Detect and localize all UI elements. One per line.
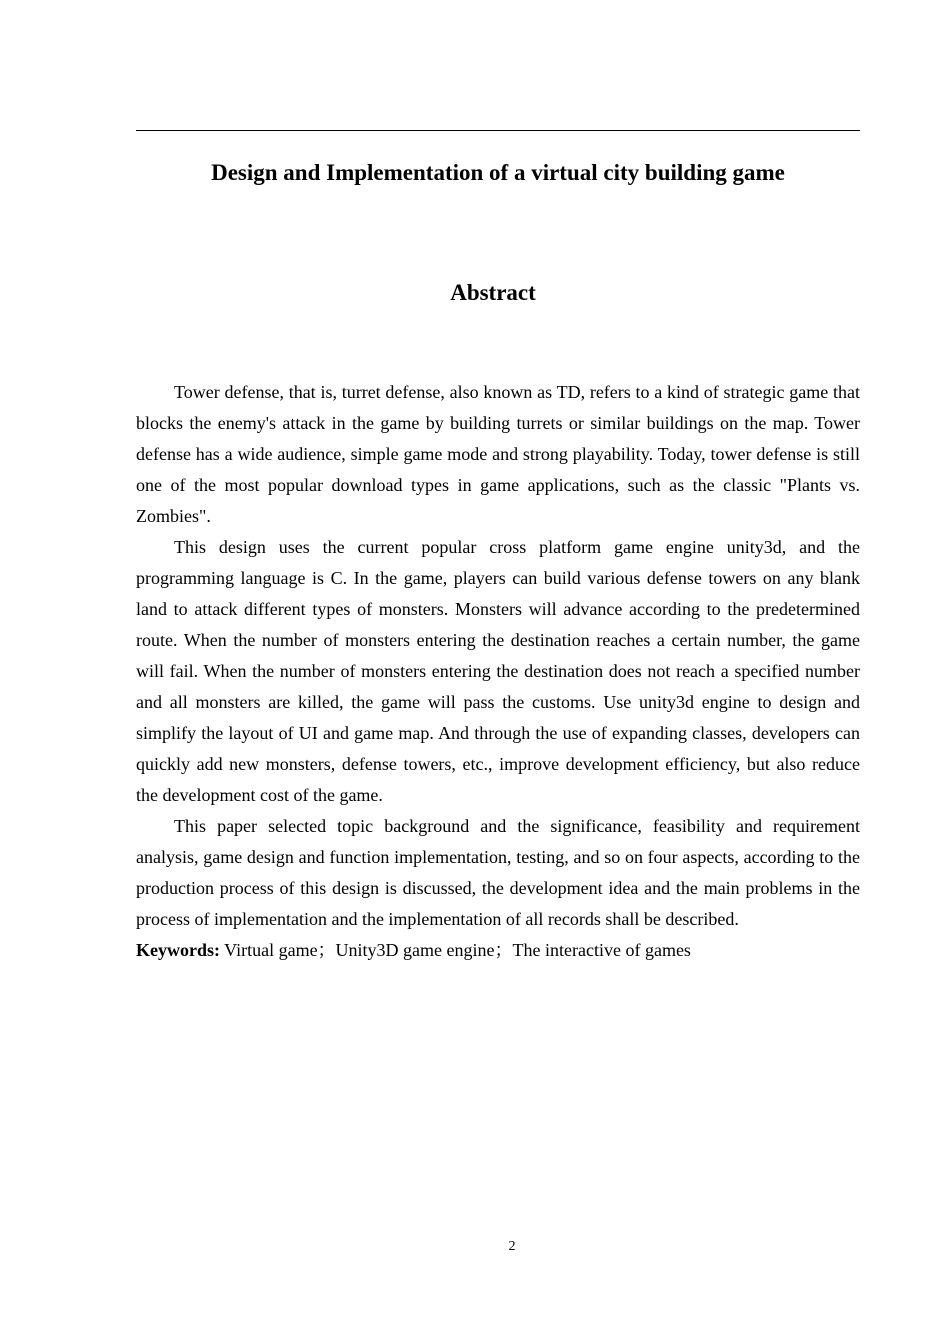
- abstract-paragraph-2: This design uses the current popular cross platform game engine unity3d, and the programming language is C. In the game, players can build various defense towers on any blank land to attack different types of monsters. Monsters will advance according to the predetermined route. When the number of monsters entering the destination reaches a certain number, the game will fail. When the number of monsters entering the destination does not reach a specified number and all monsters are killed, the game will pass the customs. Use unity3d engine to design and simplify the layout of UI and game map. And through the use of expanding classes, developers can quickly add new monsters, defense towers, etc., improve development efficiency, but also reduce the development cost of the game.: [136, 537, 860, 805]
- paper-title: Design and Implementation of a virtual city building game: [211, 160, 785, 185]
- abstract-body: [136, 377, 860, 966]
- abstract-paragraph-3: This paper selected topic background and the significance, feasibility and requirement analysis, game design and function implementation, testing, and so on four aspects, according to the production process of this design is discussed, the development idea and the main problems in the process of implementation and the implementation of all records shall be described.: [136, 816, 860, 929]
- keywords-label: Keywords:: [136, 940, 220, 960]
- keywords-text: Virtual game；Unity3D game engine；The interactive of games: [220, 940, 691, 960]
- header-rule: [136, 130, 860, 131]
- abstract-paragraph-1: Tower defense, that is, turret defense, also known as TD, refers to a kind of strategic game that blocks the enemy's attack in the game by building turrets or similar buildings on the map. Tower defense has a wide audience, simple game mode and strong playability. Today, tower defense is still one of the most popular download types in game applications, such as the classic "Plants vs. Zombies".: [136, 382, 860, 526]
- keywords-line: [136, 935, 860, 966]
- page-number: 2: [508, 1239, 516, 1254]
- abstract-heading: Abstract: [450, 280, 536, 305]
